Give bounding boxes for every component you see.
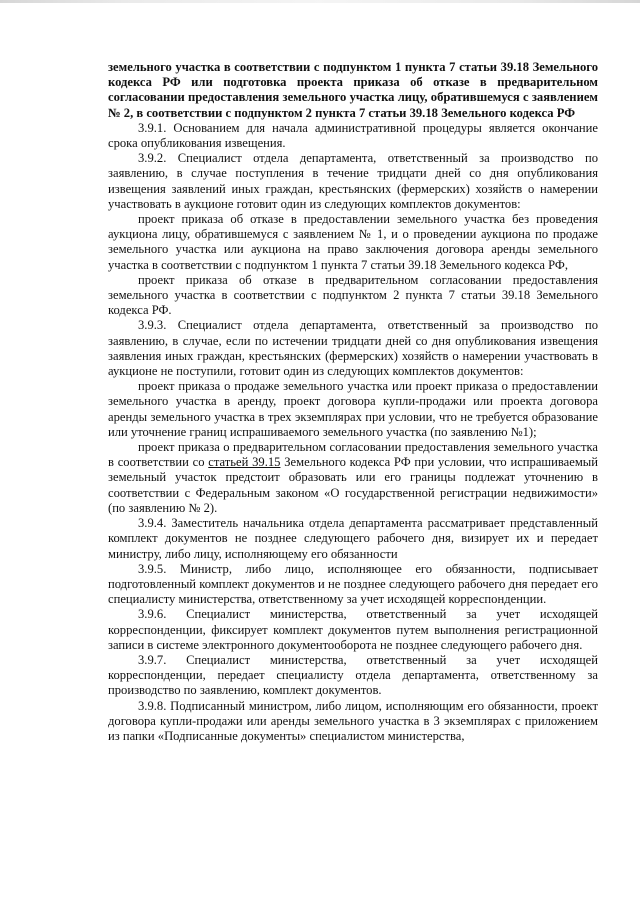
paragraph-3-9-3-option-1: проект приказа о продаже земельного участка или проект приказа о предоставлении земельного участка в аренду, проект договора купли-продажи или проекта договора аренды земельного участка в трех экземплярах при условии, что не требуется образование или уточнение границ испрашиваемого земельного участка (по заявлению №1); — [108, 379, 598, 439]
section-heading: земельного участка в соответствии с подпунктом 1 пункта 7 статьи 39.18 Земельного кодекса РФ или подготовка проекта приказа об отказе в предварительном согласовании предоставления земельного участка лицу, обратившемуся с заявлением № 2, в соответствии с подпунктом 2 пункта 7 статьи 39.18 Земельного кодекса РФ — [108, 60, 598, 120]
paragraph-text: Земельного кодекса РФ при условии, что испрашиваемый земельный участок предстоит образовать или его границы подлежат уточнению в соответствии с Федеральным законом «О государственной регистрации недвижимости» (по заявлению № 2). — [108, 455, 598, 515]
scan-edge — [0, 0, 640, 3]
paragraph-3-9-2: 3.9.2. Специалист отдела департамента, ответственный за производство по заявлению, в случае поступления в течение тридцати дней со дня опубликования извещения заявлений иных граждан, крестьянских (фермерских) хозяйств о намерении участвовать в аукционе готовит один из следующих комплектов документов: — [108, 151, 598, 211]
paragraph-3-9-2-option-2: проект приказа об отказе в предварительном согласовании предоставления земельного участка в соответствии с подпунктом 2 пункта 7 статьи 39.18 Земельного кодекса РФ. — [108, 272, 598, 318]
document-page — [108, 60, 598, 744]
paragraph-3-9-7: 3.9.7. Специалист министерства, ответственный за учет исходящей корреспонденции, передает специалисту отдела департамента, ответственному за производство по заявлению, комплект документов. — [108, 652, 598, 698]
paragraph-3-9-2-option-1: проект приказа об отказе в предоставлении земельного участка без проведения аукциона лицу, обратившемуся с заявлением № 1, и о проведении аукциона по продаже земельного участка или аукциона на право заключения договора аренды земельного участка в соответствии с подпунктом 1 пункта 7 статьи 39.18 Земельного кодекса РФ, — [108, 212, 598, 272]
paragraph-3-9-1: 3.9.1. Основанием для начала административной процедуры является окончание срока опубликования извещения. — [108, 120, 598, 151]
paragraph-3-9-5: 3.9.5. Министр, либо лицо, исполняющее его обязанности, подписывает подготовленный комплект документов и не позднее следующего рабочего дня передает его специалисту министерства, ответственному за учет исходящей корреспонденции. — [108, 561, 598, 607]
paragraph-3-9-4: 3.9.4. Заместитель начальника отдела департамента рассматривает представленный комплект документов не позднее следующего рабочего дня, визирует их и передает министру, либо лицу, исполняющему его обязанности — [108, 516, 598, 561]
paragraph-3-9-6: 3.9.6. Специалист министерства, ответственный за учет исходящей корреспонденции, фиксирует комплект документов путем выполнения регистрационной записи в системе электронного документооборота не позднее следующего рабочего дня. — [108, 607, 598, 652]
article-link[interactable]: статьей 39.15 — [208, 455, 281, 470]
paragraph-3-9-3-option-2 — [108, 440, 598, 516]
paragraph-3-9-8: 3.9.8. Подписанный министром, либо лицом, исполняющим его обязанности, проект договора купли-продажи или аренды земельного участка в 3 экземплярах с приложением из папки «Подписанные документы» специалистом министерства, — [108, 698, 598, 743]
paragraph-text: проект приказа о предварительном согласовании предоставления земельного участка в соответствии со — [108, 440, 598, 470]
paragraph-3-9-3: 3.9.3. Специалист отдела департамента, ответственный за производство по заявлению, в случае, если по истечении тридцати дней со дня опубликования извещения заявления иных граждан, крестьянских (фермерских) хозяйств о намерении участвовать в аукционе не поступили, готовит один из следующих комплектов документов: — [108, 318, 598, 379]
